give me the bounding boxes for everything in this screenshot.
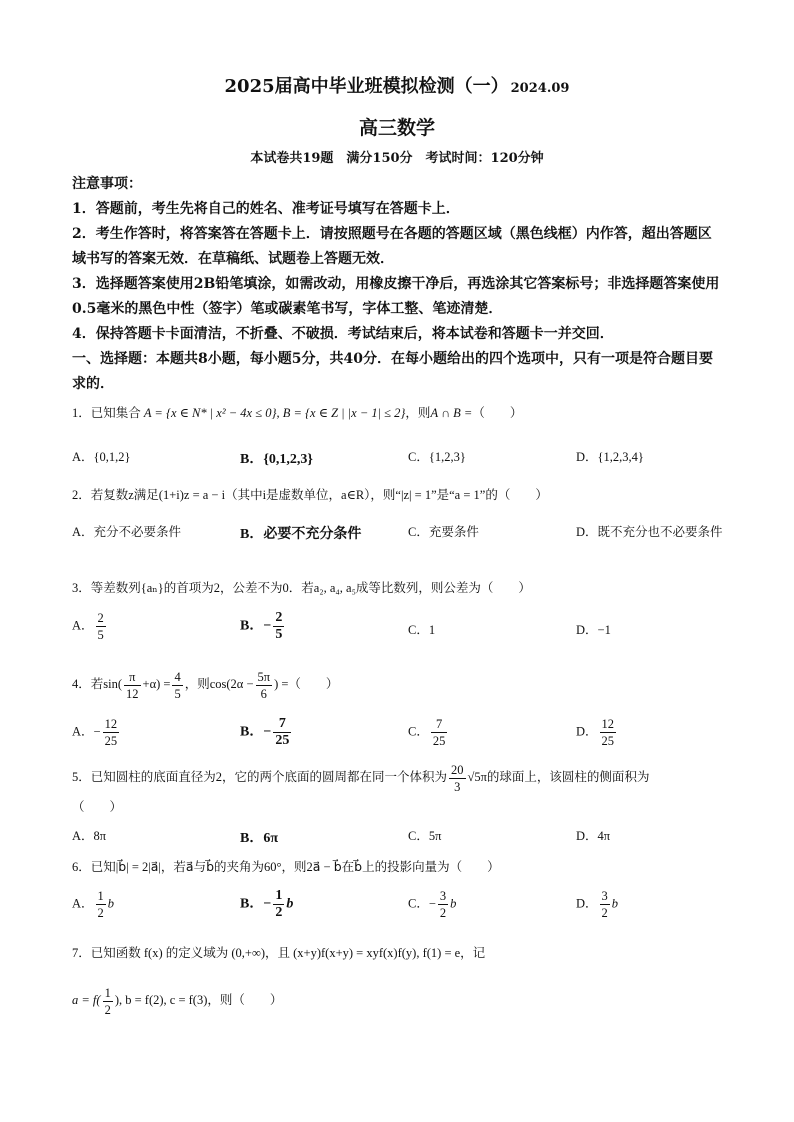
q2-options — [72, 522, 724, 562]
q4-frac-pi12 — [124, 669, 141, 702]
q7-rest: ), b = f(2), c = f(3)，则（ ） — [114, 993, 283, 1007]
q6-label-b: B．− — [240, 896, 272, 912]
q6-frac-b — [273, 888, 284, 921]
notice-item-4: 4．保持答题卡卡面清洁，不折叠、不破损．考试结束后，将本试卷和答题卡一并交回． — [72, 326, 614, 342]
q1-option-a[interactable]: A．{0,1,2} — [72, 450, 131, 464]
question-2: 2．若复数z满足(1+i)z = a − i（其中i是虚数单位，a∈R），则“|z| = 1”是“a = 1”的（ ） — [72, 488, 548, 502]
q6-label-a: A． — [72, 896, 94, 911]
q7-frac-half — [103, 985, 113, 1018]
q6-frac-c-den: 2 — [439, 906, 447, 920]
q5-tail: （ ） — [72, 800, 123, 814]
q3-option-a[interactable] — [72, 610, 108, 643]
q6-frac-a-num: 1 — [97, 889, 104, 903]
q5-stem-b: √5π的球面上，该圆柱的侧面积为 — [467, 770, 650, 784]
q3-frac-a-num: 2 — [97, 611, 104, 625]
q4-frac-pi12-den: 12 — [126, 686, 139, 701]
q6-frac-a-den: 2 — [97, 906, 104, 920]
q3-options — [72, 610, 724, 650]
q4-label-c: C． — [408, 724, 429, 739]
q4-options — [72, 716, 724, 756]
q4-frac-d-num: 12 — [601, 717, 615, 731]
q6-frac-b-den: 2 — [275, 905, 283, 920]
q3-label-b: B．− — [240, 618, 272, 634]
q5-option-a[interactable]: A．8π — [72, 829, 107, 843]
q4-frac-a-num: 12 — [104, 717, 118, 731]
q6-label-c: C．− — [408, 896, 436, 911]
q4-option-b[interactable] — [240, 716, 293, 749]
q1-option-c[interactable]: C．{1,2,3} — [408, 450, 466, 464]
q4-label-b: B．− — [240, 724, 272, 740]
q4-option-d[interactable] — [576, 716, 618, 749]
q7-frac-half-den: 2 — [104, 1002, 111, 1017]
q4-frac-pi12-num: π — [124, 669, 141, 686]
q4-frac-45 — [172, 669, 182, 702]
q3-label-a: A． — [72, 618, 94, 633]
q5-frac-vol — [449, 762, 466, 795]
q1-stem: 1．已知集合 — [72, 406, 141, 420]
q6-option-b[interactable] — [240, 888, 304, 921]
q6-vec-c: b⃗ — [450, 896, 467, 911]
exam-title — [0, 72, 794, 98]
q6-option-c[interactable] — [408, 888, 466, 921]
q6-frac-d — [600, 888, 610, 921]
q7-a-def: a = f( — [72, 993, 101, 1007]
q4-frac-d-den: 25 — [601, 734, 615, 748]
q4-frac-5pi6-den: 6 — [260, 686, 267, 701]
q4-frac-c-den: 25 — [432, 734, 446, 748]
q3-option-b[interactable] — [240, 610, 286, 643]
q4-frac-5pi6 — [256, 669, 273, 702]
q6-options — [72, 888, 724, 928]
notice-item-1: 1．答题前，考生先将自己的姓名、准考证号填写在答题卡上． — [72, 201, 460, 217]
q3-frac-b — [273, 610, 284, 643]
q4-option-a[interactable] — [72, 716, 121, 749]
q2-option-a[interactable]: A．充分不必要条件 — [72, 525, 182, 539]
q3-frac-a-den: 5 — [97, 628, 104, 642]
notice-item-2: 2．考生作答时，将答案答在答题卡上．请按照题号在各题的答题区域（黑色线框）内作答，超出答题区域书写的答案无效．在草稿纸、试题卷上答题无效． — [72, 226, 712, 267]
q6-vec-b: b⃗ — [286, 896, 305, 912]
q1-stem-b: ，则 — [405, 406, 431, 420]
q6-vec-d: b⃗ — [611, 896, 628, 911]
q3-frac-b-den: 5 — [275, 627, 283, 642]
section-heading: 一、选择题：本题共8小题，每小题5分，共40分．在每小题给出的四个选项中，只有一项是符合题目要求的． — [72, 351, 713, 392]
q5-stem-a: 5．已知圆柱的底面直径为2，它的两个底面的圆周都在同一个体积为 — [72, 770, 448, 784]
q3-frac-a — [96, 610, 106, 643]
q6-vec-a: b⃗ — [107, 896, 124, 911]
q5-option-c[interactable]: C．5π — [408, 829, 442, 843]
q1-expr: A ∩ B = — [430, 406, 473, 420]
q2-option-c[interactable]: C．充要条件 — [408, 525, 479, 539]
question-5 — [72, 760, 724, 795]
q4-option-c[interactable] — [408, 716, 449, 749]
q3-option-c[interactable]: C．1 — [408, 623, 436, 637]
q4-label-d: D． — [576, 724, 598, 739]
q5-frac-vol-den: 3 — [454, 779, 461, 794]
q4-frac-5pi6-num: 5π — [257, 669, 271, 684]
q4-stem-c: ) =（ ） — [274, 677, 339, 691]
q5-options — [72, 826, 724, 850]
exam-title-text: 2025届高中毕业班模拟检测（一） — [224, 76, 509, 97]
q4-frac-b — [273, 716, 291, 749]
q4-frac-c — [431, 716, 448, 749]
q4-frac-a — [103, 716, 120, 749]
q5-option-d[interactable]: D．4π — [576, 829, 611, 843]
q4-label-a: A．− — [72, 724, 101, 739]
q4-stem-b: ，则cos(2α − — [184, 677, 254, 691]
q6-label-d: D． — [576, 896, 598, 911]
exam-info: 本试卷共19题 满分150分 考试时间：120分钟 — [250, 151, 544, 166]
q1-sets: A = {x ∈ N* | x² − 4x ≤ 0}, B = {x ∈ Z | |x − 1| ≤ 2} — [143, 406, 406, 420]
q1-options — [72, 447, 724, 471]
q6-frac-d-den: 2 — [601, 906, 608, 920]
q2-option-b[interactable]: B．必要不充分条件 — [240, 527, 362, 542]
q4-frac-a-den: 25 — [104, 734, 118, 748]
notice-heading: 注意事项： — [72, 176, 142, 192]
q6-frac-c — [438, 888, 448, 921]
q4-frac-b-num: 7 — [273, 716, 291, 733]
q1-option-b[interactable]: B．{0,1,2,3} — [240, 452, 313, 467]
q6-frac-d-num: 3 — [601, 889, 608, 903]
q5-frac-vol-num: 20 — [451, 762, 464, 777]
q6-frac-c-num: 3 — [439, 889, 447, 903]
q7-line-2 — [72, 982, 724, 1018]
question-4 — [72, 666, 724, 702]
q4-frac-c-num: 7 — [431, 716, 448, 733]
exam-date: 2024.09 — [510, 81, 570, 96]
q4-frac-d — [600, 716, 617, 749]
question-1 — [72, 403, 724, 423]
q6-option-d[interactable] — [576, 888, 628, 921]
notice-item-3: 3．选择题答案使用2B铅笔填涂，如需改动，用橡皮擦干净后，再选涂其它答案标号；非选择题答案使用0.5毫米的黑色中性（签字）笔或碳素笔书写，字体工整、笔迹清楚． — [72, 276, 720, 317]
q3-option-d[interactable]: D．−1 — [576, 623, 611, 637]
q5-option-b[interactable]: B．6π — [240, 831, 279, 846]
q4-alpha: +α) = — [142, 677, 171, 691]
q4-frac-45-num: 4 — [174, 669, 181, 684]
subject-title: 高三数学 — [358, 117, 435, 139]
q4-frac-45-den: 5 — [174, 686, 181, 701]
question-7: 7．已知函数 f(x) 的定义域为 (0,+∞)，且 (x+y)f(x+y) = xyf(x)f(y), f(1) = e，记 — [72, 946, 486, 960]
q7-frac-half-num: 1 — [104, 985, 111, 1000]
q4-stem-a: 4．若sin( — [72, 677, 123, 691]
q1-option-d[interactable]: D．{1,2,3,4} — [576, 450, 644, 464]
q4-frac-b-den: 25 — [275, 733, 290, 748]
q2-option-d[interactable]: D．既不充分也不必要条件 — [576, 525, 723, 539]
q6-option-a[interactable] — [72, 888, 124, 921]
q6-frac-b-num: 1 — [275, 888, 283, 903]
q6-frac-a — [96, 888, 106, 921]
question-3: 3．等差数列{aₙ}的首项为2，公差不为0．若a₂, a₄, a₅成等比数列，则公差为（ ） — [72, 581, 531, 595]
q1-tail: （ ） — [472, 406, 523, 420]
q3-frac-b-num: 2 — [275, 610, 283, 625]
question-6: 6．已知|b⃗| = 2|a⃗|，若a⃗与b⃗的夹角为60°，则2a⃗ − b⃗在b⃗上的投影向量为（ ） — [72, 860, 500, 874]
